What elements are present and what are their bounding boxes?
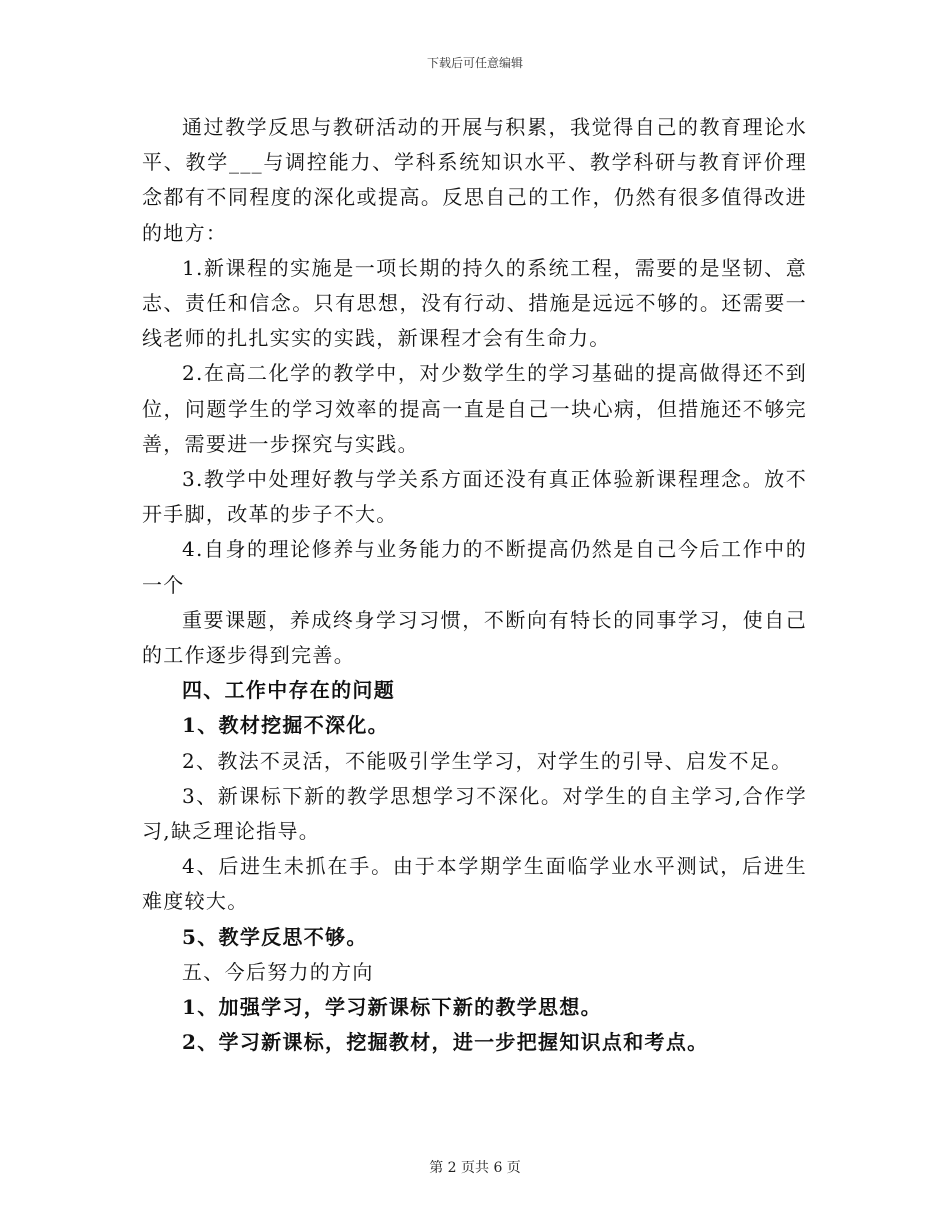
page-footer: 第 2 页共 6 页	[429, 1160, 521, 1176]
paragraph-item-4-continued: 重要课题，养成终身学习习惯，不断向有特长的同事学习，使自己的工作逐步得到完善。	[142, 607, 807, 668]
paragraph-item-2: 2.在高二化学的教学中，对少数学生的学习基础的提高做得还不到位，问题学生的学习效率的提高一直是自己一块心病，但措施还不够完善，需要进一步探究与实践。	[142, 361, 807, 456]
paragraph-item-1: 1.新课程的实施是一项长期的持久的系统工程，需要的是坚韧、意志、责任和信念。只有思想，没有行动、措施是远远不够的。还需要一线老师的扎扎实实的实践，新课程才会有生命力。	[142, 255, 807, 351]
section-heading-problems: 四、工作中存在的问题	[182, 678, 395, 703]
direction-item-2: 2、学习新课标，挖掘教材，进一步把握知识点和考点。	[182, 1030, 709, 1055]
page-header: 下载后可任意编辑	[426, 56, 523, 70]
paragraph-intro: 通过教学反思与教研活动的开展与积累，我觉得自己的教育理论水平、教学___与调控能力、学科系统知识水平、教学科研与教育评价理念都有不同程度的深化或提高。反思自己的工作，仍然有很多值得改进的地方：	[142, 115, 807, 245]
section-heading-direction: 五、今后努力的方向	[182, 959, 374, 984]
paragraph-item-3: 3.教学中处理好教与学关系方面还没有真正体验新课程理念。放不开手脚，改革的步子不大。	[142, 467, 807, 527]
document-body	[142, 110, 807, 1060]
problem-item-2: 2、教法不灵活，不能吸引学生学习，对学生的引导、启发不足。	[182, 748, 793, 773]
direction-item-1: 1、加强学习，学习新课标下新的教学思想。	[182, 995, 602, 1020]
paragraph-item-4: 4.自身的理论修养与业务能力的不断提高仍然是自己今后工作中的一个	[142, 537, 807, 597]
problem-item-1: 1、教材挖掘不深化。	[182, 713, 389, 738]
problem-item-5: 5、教学反思不够。	[182, 924, 368, 949]
problem-item-3: 3、新课标下新的教学思想学习不深化。对学生的自主学习,合作学习,缺乏理论指导。	[142, 783, 807, 844]
problem-item-4: 4、后进生未抓在手。由于本学期学生面临学业水平测试，后进生难度较大。	[142, 854, 807, 914]
